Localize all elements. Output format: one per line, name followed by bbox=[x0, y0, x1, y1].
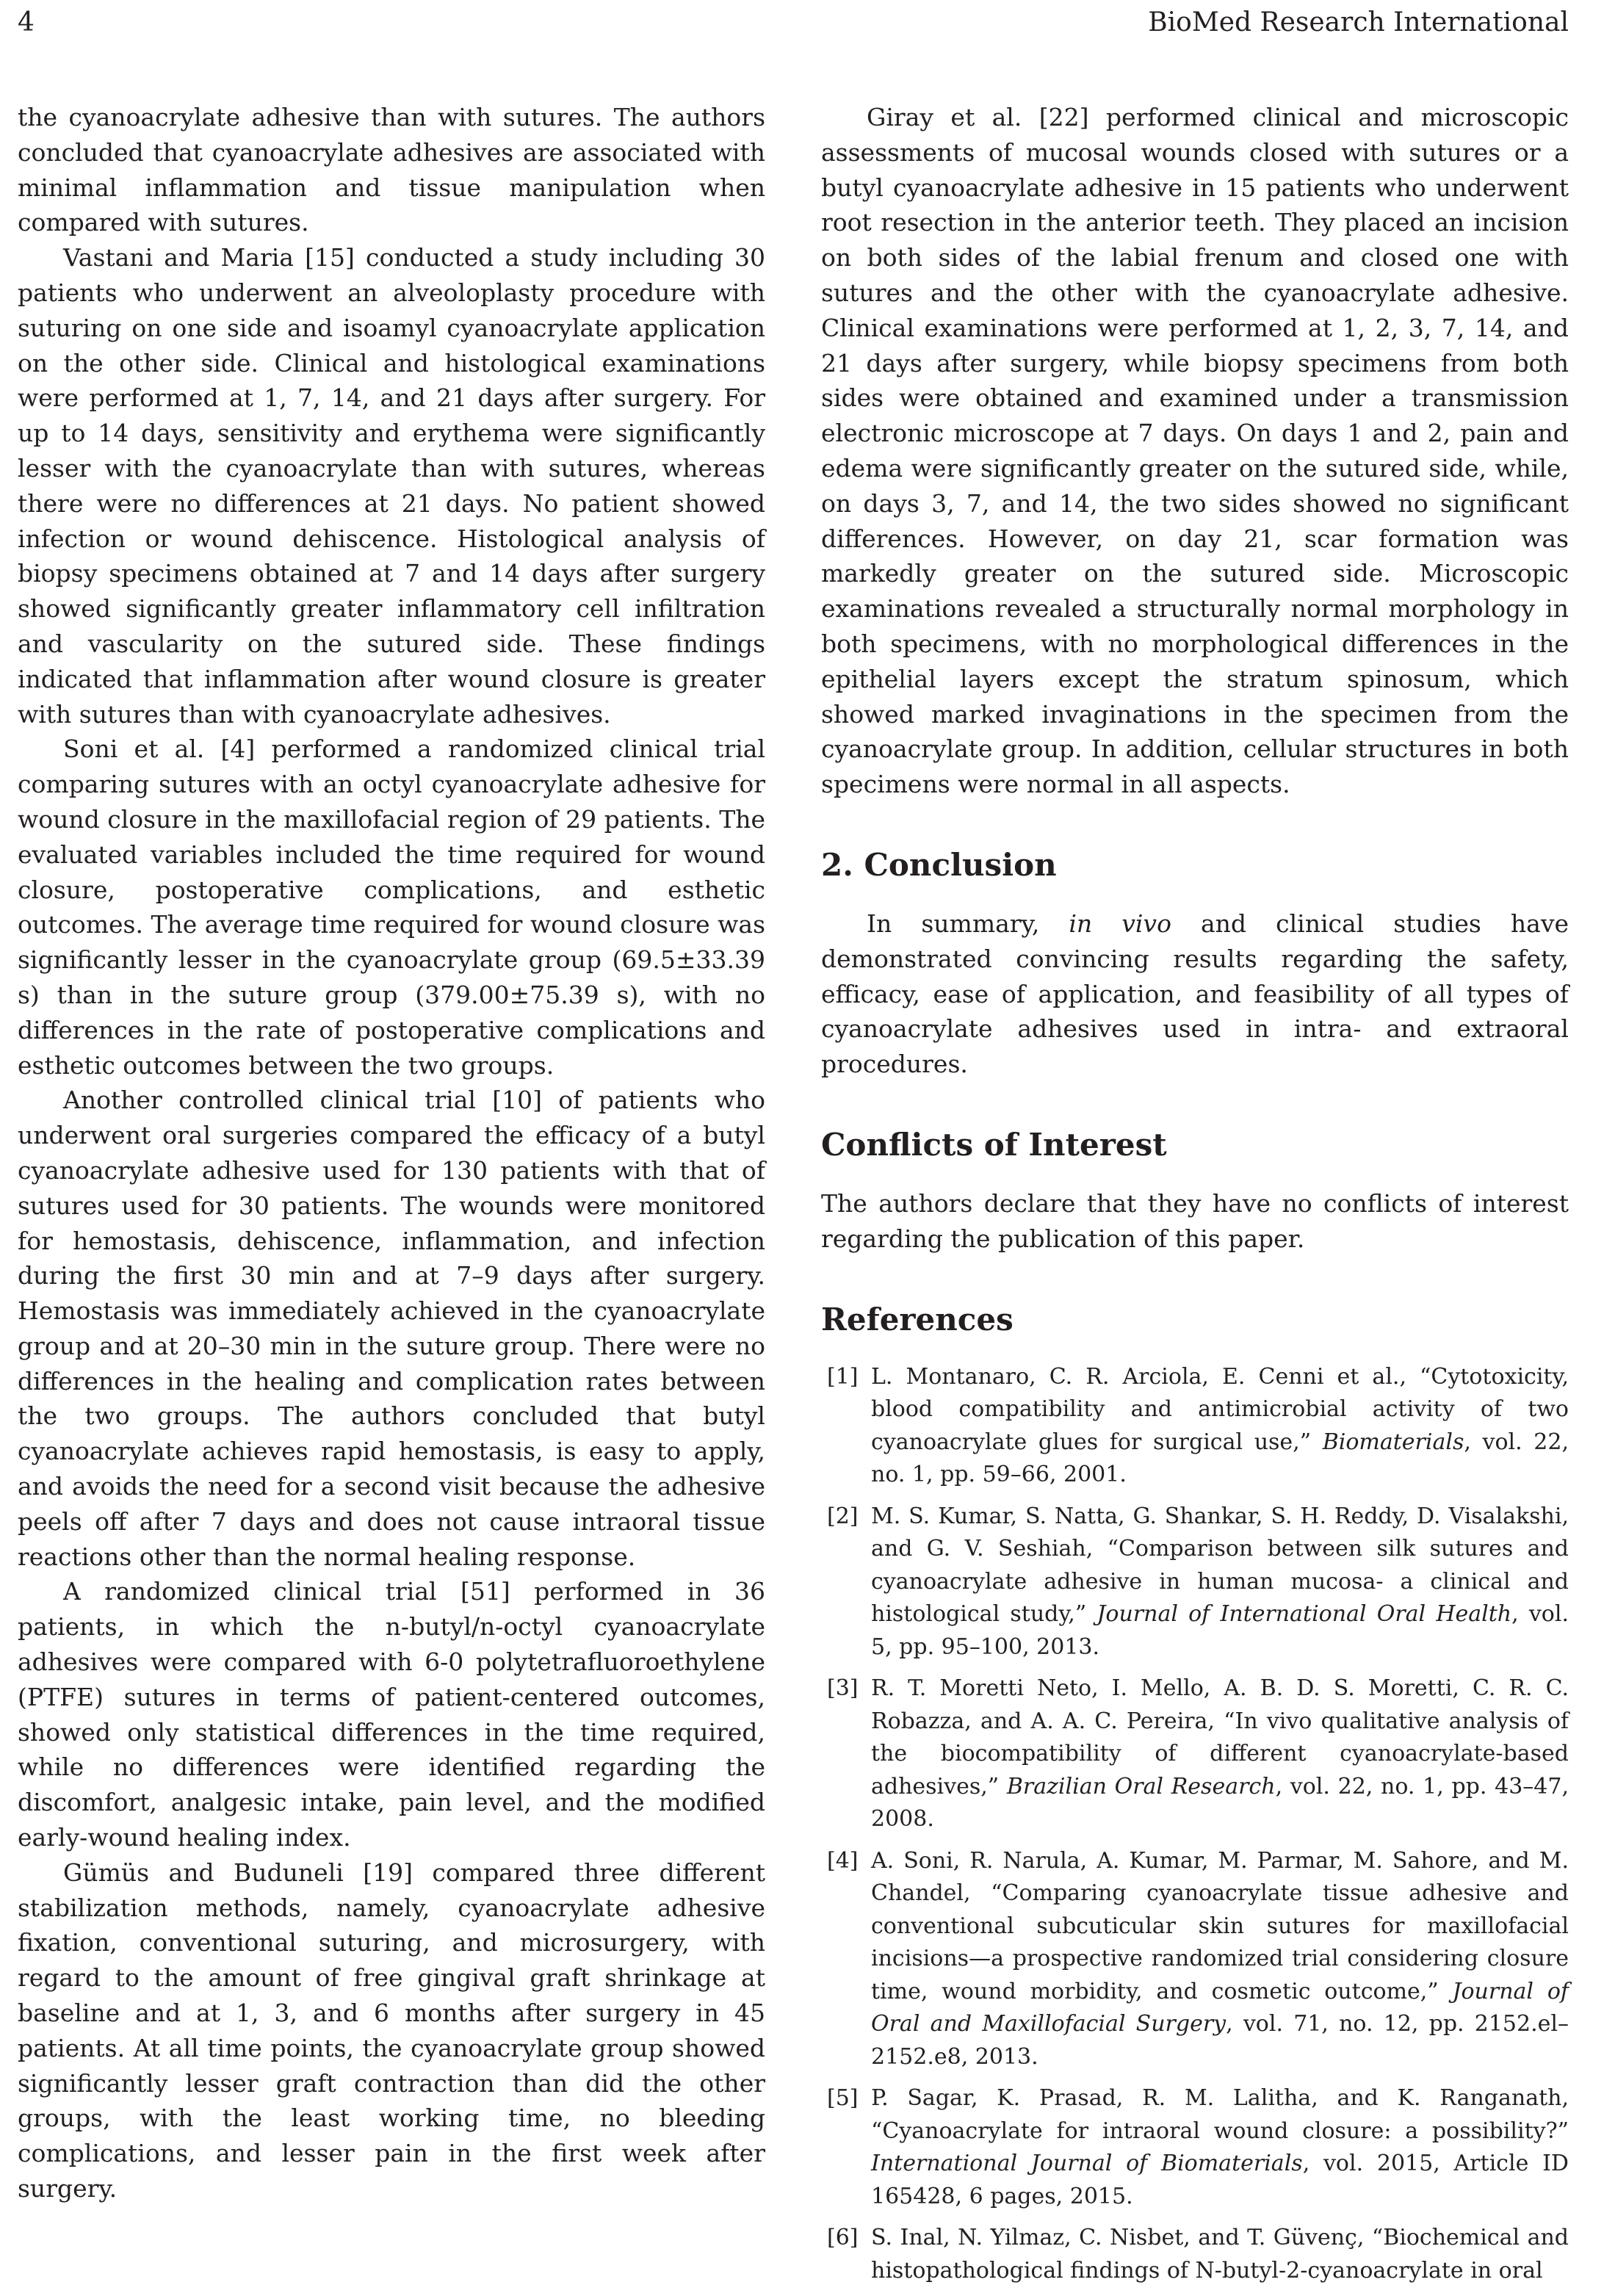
body-paragraph: Soni et al. [4] performed a randomized clinical trial comparing sutures with an octyl cyanoacrylate adhesive for wound closure in the maxillofacial region of 29 patients. The evaluated variables included the time required for wound closure, postoperative complications, and esthetic outcomes. The average time required for wound closure was significantly lesser in the cyanoacrylate group (69.5±33.39 s) than in the suture group (379.00±75.39 s), with no differences in the rate of postoperative complications and esthetic outcomes between the two groups. bbox=[18, 734, 765, 1080]
reference-item: [2] M. S. Kumar, S. Natta, G. Shankar, S. H. Reddy, D. Visalakshi, and G. V. Seshiah, “Comparison between silk sutures and cyanoacrylate adhesive in human mucosa- a clinical and histological study,” Journal of International Oral Health, vol. 5, pp. 95–100, 2013. bbox=[827, 1503, 1569, 1660]
body-paragraph: Giray et al. [22] performed clinical and microscopic assessments of mucosal wounds closed with sutures or a butyl cyanoacrylate adhesive in 15 patients who underwent root resection in the anterior teeth. They placed an incision on both sides of the labial frenum and closed one with sutures and the other with the cyanoacrylate adhesive. Clinical examinations were performed at 1, 2, 3, 7, 14, and 21 days after surgery, while biopsy specimens from both sides were obtained and examined under a transmission electronic microscope at 7 days. On days 1 and 2, pain and edema were significantly greater on the sutured side, while, on days 3, 7, and 14, the two sides showed no significant differences. However, on day 21, scar formation was markedly greater on the sutured side. Microscopic examinations revealed a structurally normal morphology in both specimens, with no morphological differences in the epithelial layers except the stratum spinosum, which showed marked invaginations in the specimen from the cyanoacrylate group. In addition, cellular structures in both specimens were normal in all aspects. bbox=[821, 103, 1569, 799]
conclusion-heading: 2. Conclusion bbox=[821, 846, 1057, 883]
reference-item: [4] A. Soni, R. Narula, A. Kumar, M. Parmar, M. Sahore, and M. Chandel, “Comparing cyanoacrylate tissue adhesive and conventional subcuticular skin sutures for maxillofacial incisions—a prospective randomized trial considering closure time, wound morbidity, and cosmetic outcome,” Journal of Oral and Maxillofacial Surgery, vol. 71, no. 12, pp. 2152.el–2152.e8, 2013. bbox=[827, 1847, 1569, 2070]
page-header bbox=[18, 7, 1569, 46]
references-heading: References bbox=[821, 1301, 1014, 1337]
conflicts-paragraph: The authors declare that they have no conflicts of interest regarding the publication of this paper. bbox=[821, 1188, 1569, 1253]
body-paragraph: Another controlled clinical trial [10] of patients who underwent oral surgeries compared the efficacy of a butyl cyanoacrylate adhesive used for 130 patients with that of sutures used for 30 patients. The wounds were monitored for hemostasis, dehiscence, inflammation, and infection during the first 30 min and at 7–9 days after surgery. Hemostasis was immediately achieved in the cyanoacrylate group and at 20–30 min in the suture group. There were no differences in the healing and complication rates between the two groups. The authors concluded that butyl cyanoacrylate achieves rapid hemostasis, is easy to apply, and avoids the need for a second visit because the adhesive peels off after 7 days and does not cause intraoral tissue reactions other than the normal healing response. bbox=[18, 1086, 765, 1571]
reference-item: [5] P. Sagar, K. Prasad, R. M. Lalitha, and K. Ranganath, “Cyanoacrylate for intraoral wound closure: a possibility?” International Journal of Biomaterials, vol. 2015, Article ID 165428, 6 pages, 2015. bbox=[827, 2085, 1569, 2209]
body-paragraph: the cyanoacrylate adhesive than with sutures. The authors concluded that cyanoacrylate adhesives are associated with minimal inflammation and tissue manipulation when compared with sutures. bbox=[18, 103, 765, 237]
body-paragraph: Vastani and Maria [15] conducted a study including 30 patients who underwent an alveoloplasty procedure with suturing on one side and isoamyl cyanoacrylate application on the other side. Clinical and histological examinations were performed at 1, 7, 14, and 21 days after surgery. For up to 14 days, sensitivity and erythema were significantly lesser with the cyanoacrylate than with sutures, whereas there were no differences at 21 days. No patient showed infection or wound dehiscence. Histological analysis of biopsy specimens obtained at 7 and 14 days after surgery showed significantly greater inflammatory cell infiltration and vascularity on the sutured side. These findings indicated that inflammation after wound closure is greater with sutures than with cyanoacrylate adhesives. bbox=[18, 243, 765, 729]
journal-title: BioMed Research International bbox=[1148, 7, 1569, 37]
reference-item: [3] R. T. Moretti Neto, I. Mello, A. B. D. S. Moretti, C. R. C. Robazza, and A. A. C. Pereira, “In vivo qualitative analysis of the biocompatibility of different cyanoacrylate-based adhesives,” Brazilian Oral Research, vol. 22, no. 1, pp. 43–47, 2008. bbox=[827, 1675, 1569, 1833]
page-number: 4 bbox=[18, 7, 35, 37]
left-column bbox=[18, 100, 765, 2206]
conflicts-heading: Conflicts of Interest bbox=[821, 1126, 1167, 1163]
reference-item: [6] S. Inal, N. Yilmaz, C. Nisbet, and T. Güvenç, “Biochemical and histopathological findings of N-butyl-2-cyanoacrylate in oral bbox=[827, 2225, 1569, 2284]
reference-item: [1] L. Montanaro, C. R. Arciola, E. Cenni et al., “Cytotoxicity, blood compatibility and antimicrobial activity of two cyanoacrylate glues for surgical use,” Biomaterials, vol. 22, no. 1, pp. 59–66, 2001. bbox=[827, 1363, 1569, 1488]
body-paragraph: Gümüs and Buduneli [19] compared three different stabilization methods, namely, cyanoacrylate adhesive fixation, conventional suturing, and microsurgery, with regard to the amount of free gingival graft shrinkage at baseline and at 1, 3, and 6 months after surgery in 45 patients. At all time points, the cyanoacrylate group showed significantly lesser graft contraction than did the other groups, with the least working time, no bleeding complications, and lesser pain in the first week after surgery. bbox=[18, 1858, 765, 2203]
right-column bbox=[821, 100, 1569, 2296]
reference-list bbox=[821, 1361, 1569, 2288]
body-paragraph: A randomized clinical trial [51] performed in 36 patients, in which the n-butyl/n-octyl cyanoacrylate adhesives were compared with 6-0 polytetrafluoroethylene (PTFE) sutures in terms of patient-centered outcomes, showed only statistical differences in the time required, while no differences were identified regarding the discomfort, analgesic intake, pain level, and the modified early-wound healing index. bbox=[18, 1577, 765, 1852]
conclusion-paragraph: In summary, in vivo and clinical studies have demonstrated convincing results regarding the safety, efficacy, ease of application, and feasibility of all types of cyanoacrylate adhesives used in intra- and extraoral procedures. bbox=[821, 909, 1569, 1079]
